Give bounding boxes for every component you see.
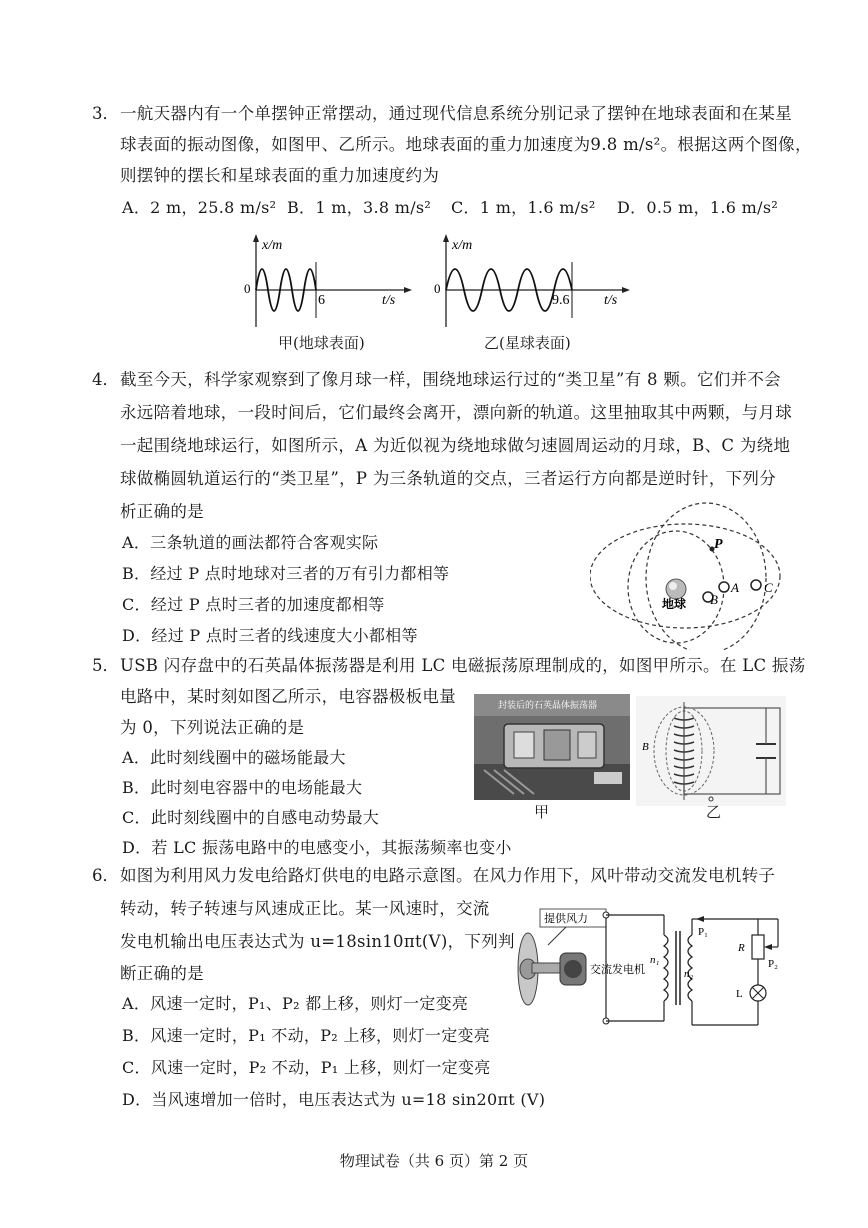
graph-jia (236, 232, 416, 332)
p2-label: P₂ (768, 958, 778, 970)
orbit-label-a: A (731, 580, 739, 595)
graph-yi-ylabel: x/m (452, 238, 473, 253)
q6-option-b[interactable]: B．风速一定时，P₁ 不动，P₂ 上移，则灯一定变亮 (122, 1026, 491, 1045)
graph-yi-caption: 乙(星球表面) (484, 334, 571, 352)
q4-line-3: 一起围绕地球运行，如图所示，A 为近似视为绕地球做匀速圆周运动的月球，B、C 为绕地 (120, 436, 791, 455)
q6-number: 6． (92, 866, 119, 885)
q5-option-a[interactable]: A．此时刻线圈中的磁场能最大 (122, 748, 346, 767)
lamp-label: L (736, 988, 743, 1000)
q4-line-1: 截至今天，科学家观察到了像月球一样，围绕地球运行过的“类卫星”有 8 颗。它们并不会 (120, 370, 781, 389)
q6-option-a[interactable]: A．风速一定时，P₁、P₂ 都上移，则灯一定变亮 (122, 994, 469, 1013)
n1-label: n₁ (650, 954, 660, 966)
q4-option-d[interactable]: D．经过 P 点时三者的线速度大小都相等 (122, 626, 418, 645)
q4-option-c[interactable]: C．经过 P 点时三者的加速度都相等 (122, 595, 385, 614)
r-label: R (738, 942, 745, 954)
q4-option-a[interactable]: A．三条轨道的画法都符合客观实际 (122, 533, 379, 552)
wind-generator-circuit (506, 905, 796, 1035)
q3-option-a[interactable]: A．2 m，25.8 m/s² (122, 198, 277, 217)
q5-caption-yi: 乙 (706, 803, 722, 821)
q5-number: 5． (92, 656, 119, 675)
graph-jia-caption: 甲(地球表面) (278, 334, 365, 352)
lc-circuit (636, 696, 786, 806)
graph-jia-tick: 6 (318, 293, 325, 308)
p1-label: P₁ (698, 926, 708, 938)
orbit-label-b: B (710, 592, 718, 607)
q3-number: 3． (92, 104, 119, 123)
q4-line-2: 永远陪着地球，一段时间后，它们最终会离开，漂向新的轨道。这里抽取其中两颗，与月球 (120, 403, 792, 422)
graph-yi (426, 232, 636, 332)
page-footer: 物理试卷（共 6 页）第 2 页 (339, 1152, 529, 1170)
oscillator-photo (474, 694, 630, 800)
earth-icon (666, 579, 686, 599)
generator-label: 交流发电机 (590, 964, 645, 976)
q6-option-c[interactable]: C．风速一定时，P₂ 不动，P₁ 上移，则灯一定变亮 (122, 1058, 491, 1077)
q4-line-4: 球做椭圆轨道运行的“类卫星”，P 为三条轨道的交点，三者运行方向都是逆时针，下列分 (120, 469, 777, 488)
q5-line-1: USB 闪存盘中的石英晶体振荡器是利用 LC 电磁振荡原理制成的，如图甲所示。在 LC 振荡 (120, 656, 806, 675)
graph-yi-xlabel: t/s (604, 293, 618, 308)
n2-label: n₂ (684, 968, 694, 980)
q3-option-c[interactable]: C．1 m，1.6 m/s² (451, 198, 596, 217)
wind-label: 提供风力 (544, 913, 588, 925)
q5-option-c[interactable]: C．此时刻线圈中的自感电动势最大 (122, 808, 380, 827)
orbit-label-c: C (764, 580, 773, 595)
graph-jia-origin: 0 (244, 281, 251, 296)
lc-label-b: B (642, 741, 649, 753)
q3-line-3: 则摆钟的摆长和星球表面的重力加速度约为 (120, 166, 440, 185)
graph-yi-origin: 0 (434, 281, 441, 296)
q5-line-3: 为 0，下列说法正确的是 (120, 718, 305, 737)
q4-number: 4． (92, 370, 119, 389)
q3-line-1: 一航天器内有一个单摆钟正常摆动，通过现代信息系统分别记录了摆钟在地球表面和在某星 (120, 104, 792, 123)
q3-option-b[interactable]: B．1 m，3.8 m/s² (287, 198, 432, 217)
oscillator-photo-label: 封装后的石英晶体振荡器 (498, 700, 598, 710)
orbit-figure (590, 500, 790, 650)
graph-yi-tick: 9.6 (552, 293, 570, 308)
q6-option-d[interactable]: D．当风速增加一倍时，电压表达式为 u=18 sin20πt (V) (122, 1090, 546, 1109)
orbit-label-p: P (714, 537, 723, 552)
q6-line-3: 发电机输出电压表达式为 u=18sin10πt(V)，下列判 (120, 932, 515, 951)
q5-caption-jia: 甲 (534, 803, 550, 821)
orbit-label-earth: 地球 (662, 597, 687, 611)
q6-line-2: 转动，转子转速与风速成正比。某一风速时，交流 (120, 899, 490, 918)
graph-jia-ylabel: x/m (262, 238, 283, 253)
graph-jia-xlabel: t/s (382, 293, 396, 308)
q6-line-1: 如图为利用风力发电给路灯供电的电路示意图。在风力作用下，风叶带动交流发电机转子 (120, 866, 776, 885)
q4-option-b[interactable]: B．经过 P 点时地球对三者的万有引力都相等 (122, 564, 450, 583)
q5-option-d[interactable]: D．若 LC 振荡电路中的电感变小，其振荡频率也变小 (122, 838, 512, 857)
q4-line-5: 析正确的是 (120, 502, 204, 521)
q5-option-b[interactable]: B．此时刻电容器中的电场能最大 (122, 778, 363, 797)
q5-line-2: 电路中，某时刻如图乙所示，电容器极板电量 (120, 687, 456, 706)
q3-option-d[interactable]: D．0.5 m，1.6 m/s² (617, 198, 779, 217)
q3-line-2: 球表面的振动图像，如图甲、乙所示。地球表面的重力加速度为9.8 m/s²。根据这两个图像， (120, 135, 812, 154)
q6-line-4: 断正确的是 (120, 964, 204, 983)
